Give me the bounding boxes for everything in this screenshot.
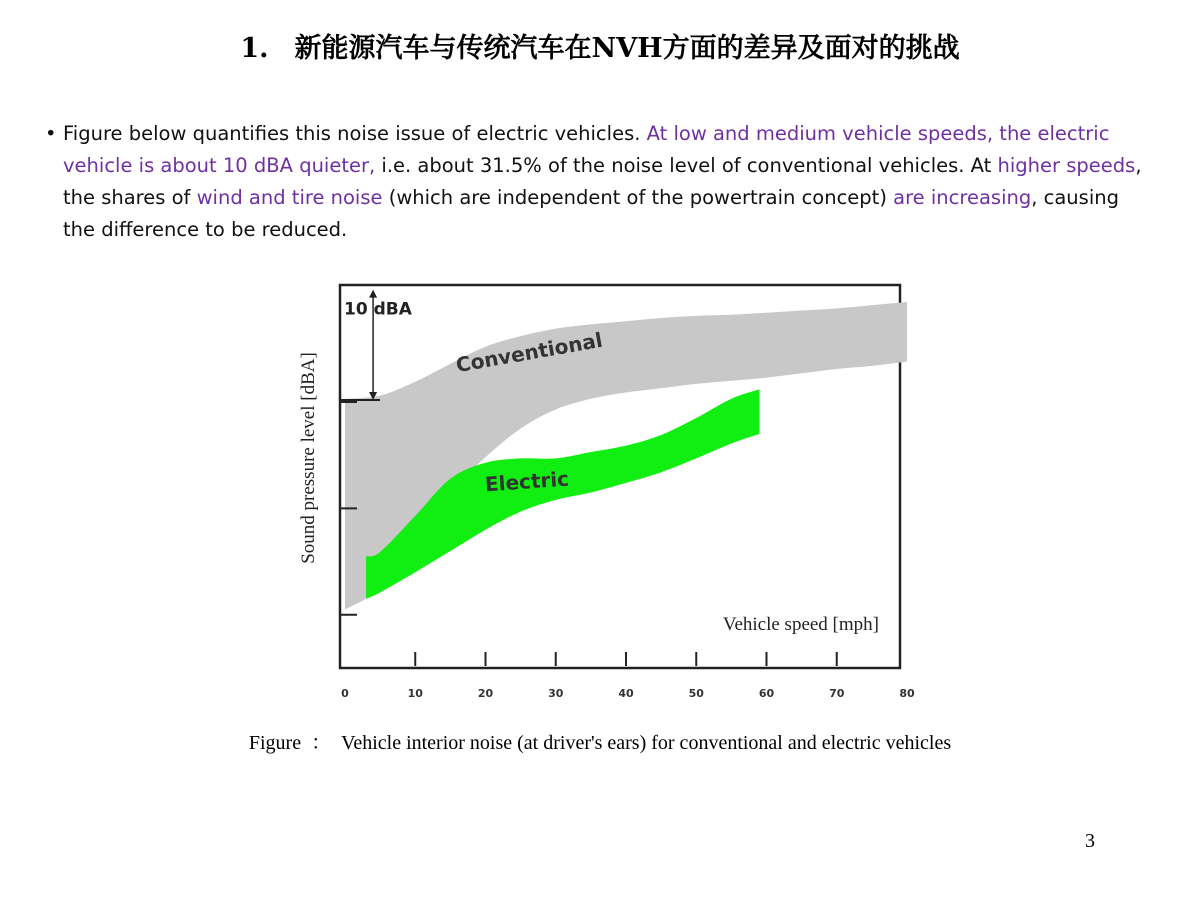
bullet-segment-highlight: At low and medium vehicle speeds, the electric vehicle is about 10 dBA quieter, — [63, 122, 1110, 177]
x-tick-label: 0 — [341, 687, 349, 700]
figure-caption — [0, 726, 1200, 755]
x-tick-label: 20 — [477, 687, 494, 700]
x-tick-label: 10 — [407, 687, 423, 700]
x-tick-label: 30 — [548, 687, 564, 700]
x-tick-label: 70 — [829, 687, 845, 700]
x-tick-label: 50 — [688, 687, 704, 700]
slide-title — [0, 26, 1200, 65]
page-number: 3 — [1085, 830, 1095, 852]
bullet-segment: , the shares of — [63, 154, 1142, 209]
bullet-segment: i.e. about 31.5% of the noise level of conventional vehicles. At — [375, 154, 998, 177]
caption-text: Vehicle interior noise (at driver's ears) for conventional and electric vehicles — [341, 732, 952, 754]
x-axis-label: Vehicle speed [mph] — [722, 614, 879, 635]
bullet-text — [45, 118, 1155, 246]
x-tick-label: 80 — [899, 687, 915, 700]
bullet-segment-highlight: wind and tire noise — [196, 186, 383, 209]
x-tick-label: 60 — [758, 687, 775, 700]
bullet-segment-highlight: higher speeds — [997, 154, 1136, 177]
bullet-segment-highlight: are increasing — [893, 186, 1032, 209]
bullet-segment: (which are independent of the powertrain concept) — [382, 186, 894, 209]
title-text: 新能源汽车与传统汽车在NVH方面的差异及面对的挑战 — [294, 33, 960, 64]
caption-separator: ： — [311, 732, 332, 754]
caption-prefix: Figure — [248, 732, 302, 754]
noise-chart-svg — [290, 278, 920, 710]
bullet-segment: Figure below quantifies this noise issue of electric vehicles. — [63, 122, 647, 145]
x-tick-label: 40 — [618, 687, 634, 700]
series-label-electric: Electric — [484, 466, 570, 497]
bullet-paragraph — [45, 118, 1155, 246]
arrow-up-icon — [369, 290, 377, 298]
title-number: 1. — [240, 33, 269, 64]
y-axis-label: Sound pressure level [dBA] — [298, 352, 319, 564]
noise-chart — [290, 278, 920, 710]
series-label-conventional: Conventional — [454, 327, 605, 378]
bullet-segment: , causing the difference to be reduced. — [63, 186, 1119, 241]
bullet-dot-icon: • — [45, 122, 57, 145]
annotation-label: 10 dBA — [344, 299, 412, 320]
